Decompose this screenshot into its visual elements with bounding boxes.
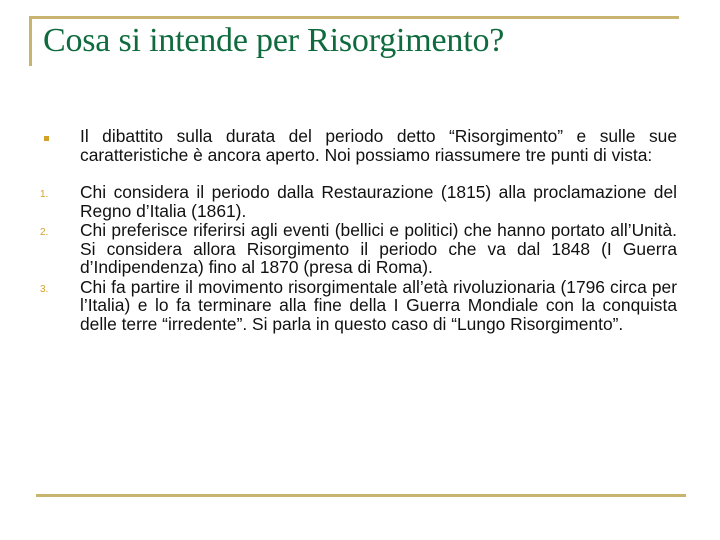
intro-bullet	[44, 127, 677, 164]
list-number: 1.	[40, 189, 49, 200]
title-frame-horizontal-line	[29, 16, 679, 19]
list-number: 3.	[40, 283, 49, 295]
list-item-text: Chi preferisce riferirsi agli eventi (bellici e politici) che hanno portato all’Unità. Si considera allora Risorgimento il periodo che va dal 1848 (I Guerra d’Indipendenza) fino al 1870 (presa di Roma).	[80, 220, 677, 277]
spacer	[44, 164, 677, 183]
list-number: 2.	[40, 227, 49, 238]
intro-text: Il dibattito sulla durata del periodo detto “Risorgimento” e sulle sue caratteristiche è ancora aperto. Noi possiamo riassumere tre punti di vista:	[80, 126, 677, 165]
list-item-text: Chi fa partire il movimento risorgimentale all’età rivoluzionaria (1796 circa per l’Italia) e lo fa terminare alla fine della I Guerra Mondiale con la conquista delle terre “irredente”. Si parla in questo caso di “Lungo Risorgimento”.	[80, 276, 677, 334]
slide-body	[40, 126, 677, 334]
title-frame-vertical-line	[29, 17, 32, 66]
list-item	[40, 276, 677, 334]
list-item-text: Chi considera il periodo dalla Restaurazione (1815) alla proclamazione del Regno d’Italia (1861).	[80, 182, 677, 221]
square-bullet-icon	[44, 136, 49, 141]
list-item	[40, 220, 677, 277]
slide-title: Cosa si intende per Risorgimento?	[43, 22, 505, 59]
list-item	[40, 182, 677, 221]
bottom-divider-line	[36, 494, 686, 497]
